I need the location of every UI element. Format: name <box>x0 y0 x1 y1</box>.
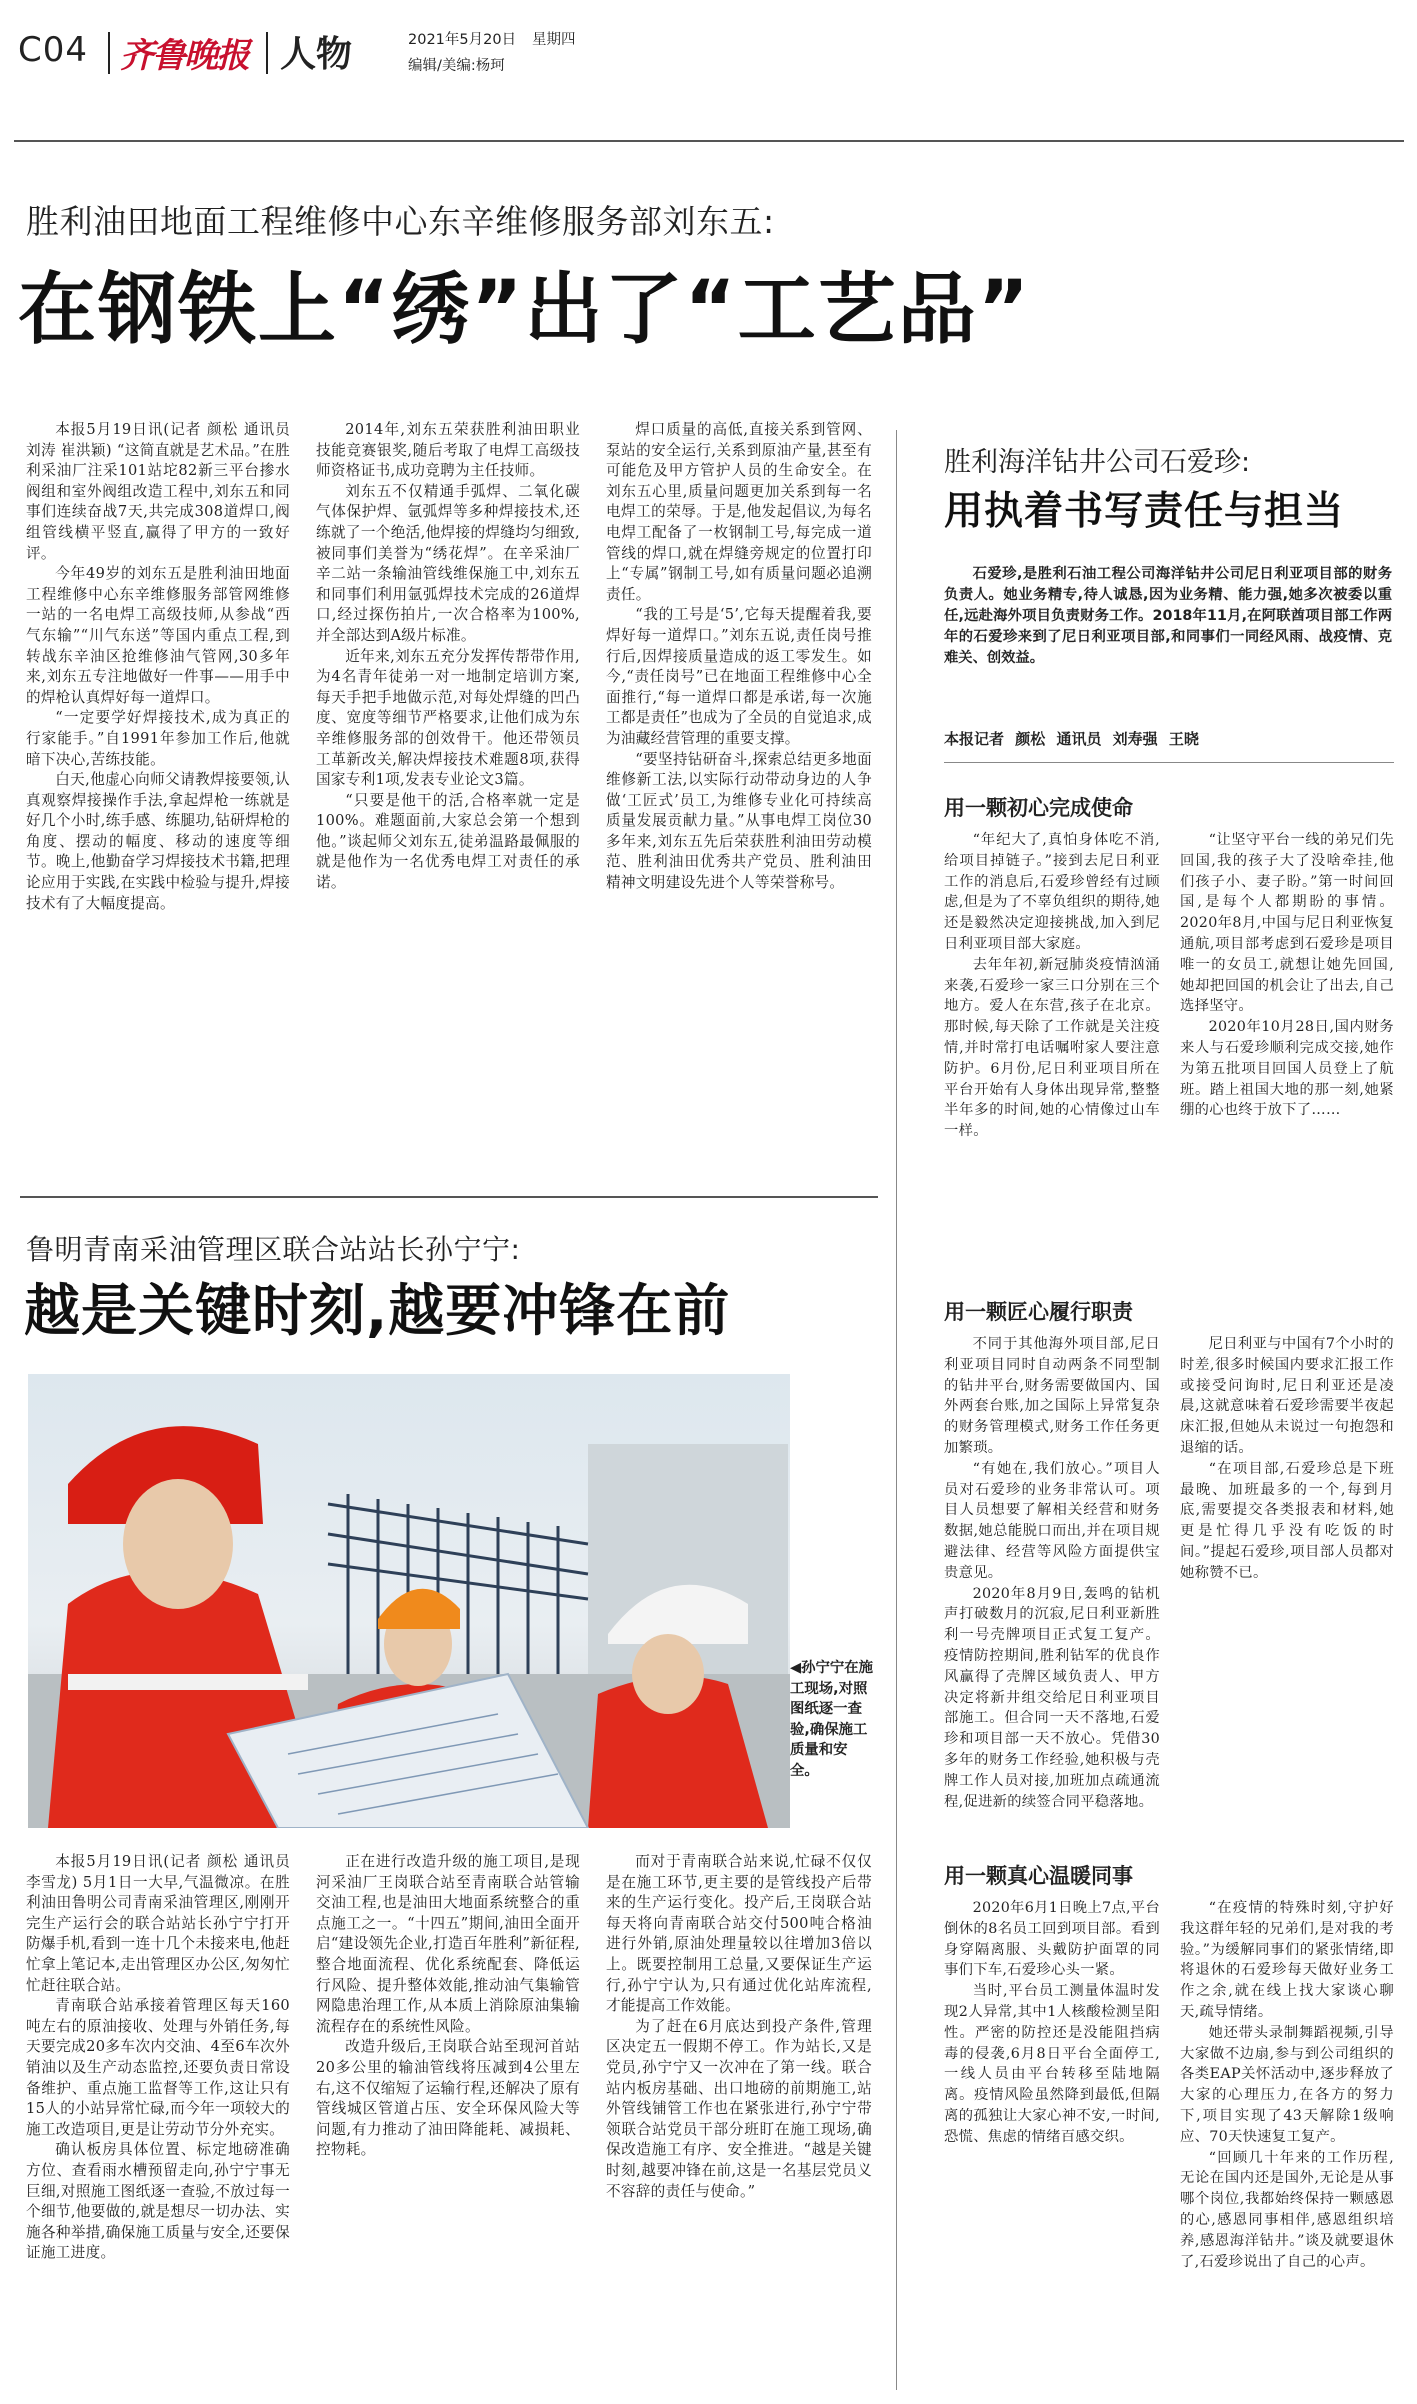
column-divider <box>896 430 897 2390</box>
story1-paragraph: 焊口质量的高低,直接关系到管网、泵站的安全运行,关系到原油产量,甚至有可能危及甲方管护人员的生命安全。在刘东五心里,质量问题更加关系到每一名电焊工的荣辱。于是,他发起倡议,为每名电焊工配备了一枚钢制工号,每完成一道管线的焊口,就在焊缝旁规定的位置打印上“专属”钢制工号,如有质量问题必追溯责任。 <box>606 421 872 603</box>
story3-section-title: 用一颗初心完成使命 <box>944 796 1133 820</box>
story2-col-1 <box>26 1852 290 2264</box>
photo-caption: ◀孙宁宁在施工现场,对照图纸逐一查验,确保施工质量和安全。 <box>790 1660 874 1779</box>
story2-headline: 越是关键时刻,越要冲锋在前 <box>24 1279 731 1344</box>
story1-paragraph: “一定要学好焊接技术,成为真正的行家能手。”自1991年参加工作后,他就暗下决心,苦练技能。 <box>26 709 290 768</box>
page-number: C04 <box>18 30 89 70</box>
story3-paragraph: “在项目部,石爱珍总是下班最晚、加班最多的一个,每到月底,需要提交各类报表和材料,她更是忙得几乎没有吃饭的时间。”提起石爱珍,项目部人员都对她称赞不已。 <box>1180 1460 1394 1581</box>
story2-paragraph: 为了赶在6月底达到投产条件,管理区决定五一假期不停工。作为站长,又是党员,孙宁宁又一次冲在了第一线。联合站内板房基础、出口地磅的前期施工,站外管线铺管工作也在紧张进行,孙宁宁带领联合站党员干部分班盯在施工现场,确保改造施工有序、安全推进。“越是关键时刻,越要冲锋在前,这是一名基层党员义不容辞的责任与使命。” <box>606 2017 872 2200</box>
story3-section-2 <box>944 1334 1160 1812</box>
story3-paragraph: 2020年8月9日,轰鸣的钻机声打破数月的沉寂,尼日利亚新胜利一号壳牌项目正式复工复产。疫情防控期间,胜利钻军的优良作风赢得了壳牌区域负责人、甲方决定将新井组交给尼日利亚项目部施工。但合同一天不落地,石爱珍和项目部一天不放心。凭借30多年的财务工作经验,她积极与壳牌工作人员对接,加班加点疏通流程,促进新的续签合同平稳落地。 <box>944 1585 1160 1810</box>
story1-paragraph: 本报5月19日讯(记者 颜松 通讯员 刘涛 崔洪颖) “这简直就是艺术品。”在胜利采油厂注采101站坨82新三平台掺水阀组和室外阀组改造工程中,刘东五和同事们连续奋战7天,共完成308道焊口,阀组管线横平竖直,赢得了甲方的一致好评。 <box>26 421 290 562</box>
section-name: 人物 <box>280 33 353 75</box>
story3-paragraph: 2020年10月28日,国内财务来人与石爱珍顺利完成交接,她作为第五批项目回国人员登上了航班。踏上祖国大地的那一刻,她紧绷的心也终于放下了…… <box>1180 1019 1394 1119</box>
story1-paragraph: 2014年,刘东五荣获胜利油田职业技能竞赛银奖,随后考取了电焊工高级技师资格证书,成功竞聘为主任技师。 <box>316 421 580 480</box>
story3-kicker: 胜利海洋钻井公司石爱珍: <box>944 447 1251 478</box>
story3-paragraph: 当时,平台员工测量体温时发现2人异常,其中1人核酸检测呈阳性。严密的防控还是没能阻挡病毒的侵袭,6月8日平台全面停工,一线人员由平台转移至陆地隔离。疫情风险虽然降到最低,但隔离的孤独让大家心神不安,一时间,恐慌、焦虑的情绪百感交织。 <box>944 1983 1160 2145</box>
story2-paragraph: 青南联合站承接着管理区每天160吨左右的原油接收、处理与外销任务,每天要完成20多车次内交油、4至6车次外销油以及生产动态监控,还要负责日常设备维护、重点施工监督等工作,这让只有15人的小站异常忙碌,而今年一项较大的施工改造项目,更是让劳动节分外充实。 <box>26 1997 290 2138</box>
masthead-rule <box>14 140 1404 142</box>
story3-paragraph: 去年年初,新冠肺炎疫情汹涌来袭,石爱珍一家三口分别在三个地方。爱人在东营,孩子在北京。那时候,每天除了工作就是关注疫情,并时常打电话嘱咐家人要注意防护。6月份,尼日利亚项目所在平台开始有人身体出现异常,整整半年多的时间,她的心情像过山车一样。 <box>944 956 1160 1140</box>
story1-paragraph: “我的工号是‘5’,它每天提醒着我,要焊好每一道焊口。”刘东五说,责任岗号推行后,因焊接质量造成的返工零发生。如今,“责任岗号”已在地面工程维修中心全面推行,“每一道焊口都是承诺,每一次施工都是责任”也成为了全员的自觉追求,成为油藏经营管理的重要支撑。 <box>606 606 872 747</box>
editor-credit: 编辑/美编:杨珂 <box>408 58 505 74</box>
story1-paragraph: 近年来,刘东五充分发挥传帮带作用,为4名青年徒弟一对一地制定培训方案,每天手把手地做示范,对每处焊缝的凹凸度、宽度等细节严格要求,让他们成为东辛维修服务部的创效骨干。他还带领员工革新改关,解决焊接技术难题8项,获得国家专利1项,发表专业论文3篇。 <box>316 647 580 789</box>
story3-section-3 <box>944 1898 1160 2148</box>
story3-paragraph: 尼日利亚与中国有7个小时的时差,很多时候国内要求汇报工作或接受问询时,尼日利亚还是凌晨,这就意味着石爱珍需要半夜起床汇报,但她从未说过一句抱怨和退缩的话。 <box>1180 1336 1394 1456</box>
story3-section-3b <box>1180 1898 1394 2272</box>
story3-headline: 用执着书写责任与担当 <box>944 489 1345 534</box>
story2-photo <box>28 1374 790 1828</box>
story2-kicker: 鲁明青南采油管理区联合站站长孙宁宁: <box>26 1233 521 1266</box>
story1-headline: 在钢铁上“绣”出了“工艺品” <box>18 265 1032 355</box>
story-divider <box>20 1196 878 1198</box>
masthead-divider <box>108 32 110 74</box>
story1-paragraph: 白天,他虚心向师父请教焊接要领,认真观察焊接操作手法,拿起焊枪一练就是好几个小时,练手感、练腿功,钻研焊枪的角度、摆动的幅度、移动的速度等细节。晚上,他勤奋学习焊接技术书籍,把理论应用于实践,在实践中检验与提升,焊接技术有了大幅度提高。 <box>26 771 290 912</box>
story1-paragraph: 今年49岁的刘东五是胜利油田地面工程维修中心东辛维修服务部管网维修一站的一名电焊工高级技师,从参战“西气东输”“川气东送”等国内重点工程,到转战东辛油区抢维修油气管网,30多年来,刘东五专注地做好一件事——用手中的焊枪认真焊好每一道焊口。 <box>26 565 290 706</box>
story3-section-2b <box>1180 1334 1394 1584</box>
story1-paragraph: “要坚持钻研奋斗,探索总结更多地面维修新工法,以实际行动带动身边的人争做‘工匠式’员工,为维修专业化可持续高质量发展贡献力量。”从事电焊工岗位30多年来,刘东五先后荣获胜利油田劳动模范、胜利油田优秀共产党员、胜利油田精神文明建设先进个人等荣誉称号。 <box>606 750 872 892</box>
story3-paragraph: “在疫情的特殊时刻,守护好我这群年轻的兄弟们,是对我的考验。”为缓解同事们的紧张情绪,即将退休的石爱珍每天做好业务工作之余,就在线上找大家谈心聊天,疏导情绪。 <box>1180 1900 1394 2020</box>
story3-section-1 <box>944 830 1160 1142</box>
story2-col-2 <box>316 1852 580 2161</box>
story2-paragraph: 而对于青南联合站来说,忙碌不仅仅是在施工环节,更主要的是管线投产后带来的生产运行变化。投产后,王岗联合站每天将向青南联合站交付500吨合格油进行外销,原油处理量较以往增加3倍以上。既要控制用工总量,又要保证生产运行,孙宁宁认为,只有通过优化站库流程,才能提高工作效能。 <box>606 1853 872 2015</box>
story3-lead: 石爱珍,是胜利石油工程公司海洋钻井公司尼日利亚项目部的财务负责人。她业务精专,待人诚恳,因为业务精、能力强,她多次被委以重任,远赴海外项目负责财务工作。2018年11月,在阿联酋项目部工作两年的石爱珍来到了尼日利亚项目部,和同事们一同经风雨、战疫情、克难关、创效益。 <box>944 566 1392 666</box>
story1-col-2 <box>316 420 580 894</box>
story3-paragraph: “让坚守平台一线的弟兄们先回国,我的孩子大了没啥牵挂,他们孩子小、妻子盼。”第一时间回国,是每个人都期盼的事情。2020年8月,中国与尼日利亚恢复通航,项目部考虑到石爱珍是项目唯一的女员工,就想让她先回国,她却把回国的机会让了出去,自己选择坚守。 <box>1180 832 1394 1015</box>
story3-byline-rule <box>944 762 1394 763</box>
story1-kicker: 胜利油田地面工程维修中心东辛维修服务部刘东五: <box>26 202 775 241</box>
story3-paragraph: 2020年6月1日晚上7点,平台倒休的8名员工回到项目部。看到身穿隔离服、头戴防护面罩的同事们下车,石爱珍心头一紧。 <box>944 1900 1160 1979</box>
story3-section-title: 用一颗匠心履行职责 <box>944 1300 1133 1324</box>
issue-date: 2021年5月20日 <box>408 32 517 48</box>
story3-section-title: 用一颗真心温暖同事 <box>944 1864 1133 1888</box>
story1-paragraph: 刘东五不仅精通手弧焊、二氧化碳气体保护焊、氩弧焊等多种焊接技术,还练就了一个绝活,他焊接的焊缝均匀细致,被同事们美誉为“绣花焊”。在辛采油厂辛二站一条输油管线维保施工中,刘东五和同事们利用氩弧焊技术完成的26道焊口,经过探伤拍片,一次合格率为100%,并全部达到A级片标准。 <box>316 482 580 644</box>
workers-at-construction-site <box>28 1374 790 1828</box>
masthead-divider <box>266 32 268 74</box>
story2-paragraph: 确认板房具体位置、标定地磅准确方位、查看雨水槽预留走向,孙宁宁事无巨细,对照施工图纸逐一查验,不放过每一个细节,他要做的,就是想尽一切办法、实施各种举措,确保施工质量与安全,还要保证施工进度。 <box>26 2141 290 2262</box>
story3-paragraph: “年纪大了,真怕身体吃不消,给项目掉链子。”接到去尼日利亚工作的消息后,石爱珍曾经有过顾虑,但是为了不辜负组织的期待,她还是毅然决定迎接挑战,加入到尼日利亚项目部大家庭。 <box>944 832 1160 952</box>
story3-section-1b <box>1180 830 1394 1121</box>
story1-col-1 <box>26 420 290 914</box>
story2-paragraph: 改造升级后,王岗联合站至现河首站20多公里的输油管线将压减到4公里左右,这不仅缩短了运输行程,还解决了原有管线城区管道占压、安全环保风险大等问题,有力推动了油田降能耗、减损耗、控物耗。 <box>316 2038 580 2159</box>
story1-paragraph: “只要是他干的活,合格率就一定是100%。难题面前,大家总会第一个想到他。”谈起师父刘东五,徒弟温路最佩服的就是他作为一名优秀电焊工对责任的承诺。 <box>316 791 580 892</box>
story2-col-3 <box>606 1852 872 2202</box>
story2-paragraph: 本报5月19日讯(记者 颜松 通讯员 李雪龙) 5月1日一大早,气温微凉。在胜利油田鲁明公司青南采油管理区,刚刚开完生产运行会的联合站站长孙宁宁打开防爆手机,看到一连十几个未接来电,他赶忙拿上笔记本,走出管理区办公区,匆匆忙忙赶往联合站。 <box>26 1853 290 1994</box>
story3-paragraph: 她还带头录制舞蹈视频,引导大家做不边扇,参与到公司组织的各类EAP关怀活动中,逐步释放了大家的心理压力,在各方的努力下,项目实现了43天解除1级响应、70天快速复工复产。 <box>1180 2024 1394 2145</box>
story2-paragraph: 正在进行改造升级的施工项目,是现河采油厂王岗联合站至青南联合站管输交油工程,也是油田大地面系统整合的重点施工之一。“十四五”期间,油田全面开启“建设领先企业,打造百年胜利”新征程,整合地面流程、优化系统配套、降低运行风险、提升整体效能,推动油气集输管网隐患治理工作,从本质上消除原油集输流程存在的系统性风险。 <box>316 1853 580 2035</box>
story1-col-3 <box>606 420 872 894</box>
story3-paragraph: 不同于其他海外项目部,尼日利亚项目同时自动两条不同型制的钻井平台,财务需要做国内、国外两套台账,加之国际上异常复杂的财务管理模式,财务工作任务更加繁琐。 <box>944 1336 1160 1456</box>
paper-name: 齐鲁晚报 <box>120 36 248 76</box>
story3-byline: 本报记者 颜松 通讯员 刘寿强 王晓 <box>944 730 1199 748</box>
issue-weekday: 星期四 <box>532 32 576 48</box>
masthead <box>18 26 1403 86</box>
story3-paragraph: “回顾几十年来的工作历程,无论在国内还是国外,无论是从事哪个岗位,我都始终保持一颗感恩的心,感恩同事相伴,感恩组织培养,感恩海洋钻井。”谈及就要退休了,石爱珍说出了自己的心声。 <box>1180 2149 1394 2270</box>
story3-paragraph: “有她在,我们放心。”项目人员对石爱珍的业务非常认可。项目人员想要了解相关经营和财务数据,她总能脱口而出,并在项目规避法律、经营等风险方面提供宝贵意见。 <box>944 1460 1160 1581</box>
